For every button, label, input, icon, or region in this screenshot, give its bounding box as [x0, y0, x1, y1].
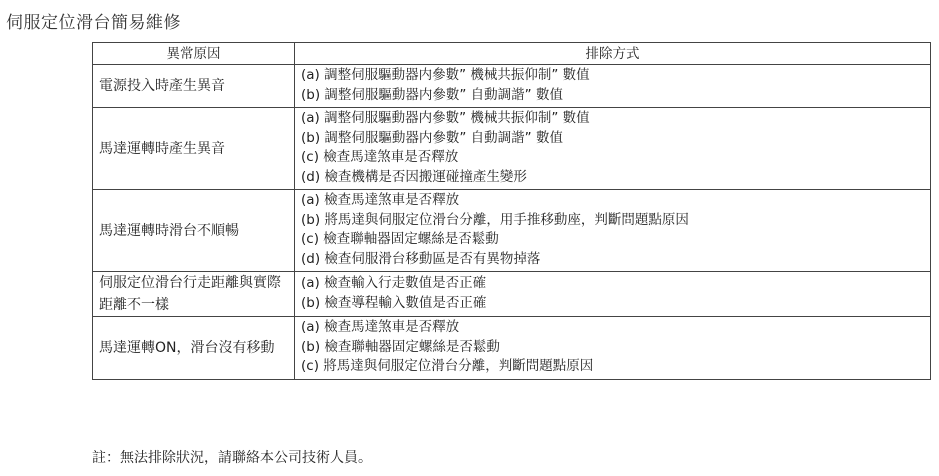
table-header-row: [93, 43, 931, 65]
method-item: (a) 調整伺服驅動器内參數” 機械共振仰制” 數值: [301, 67, 590, 83]
table-row: [93, 190, 931, 272]
table-row: [93, 65, 931, 108]
method-item: (c) 將馬達與伺服定位滑台分離，判斷問題點原因: [301, 358, 594, 374]
cause-cell: 馬達運轉時產生異音: [93, 108, 295, 190]
cause-cell: 馬達運轉時滑台不順暢: [93, 190, 295, 272]
method-item: (d) 檢查機構是否因搬運碰撞產生變形: [301, 168, 527, 185]
cause-cell: 電源投入時產生異音: [93, 65, 295, 108]
cause-cell: 馬達運轉ON，滑台沒有移動: [93, 317, 295, 380]
cause-cell: 伺服定位滑台行走距離與實際距離不一樣: [93, 272, 295, 317]
method-cell: [295, 190, 931, 272]
method-list: [301, 108, 930, 189]
method-list: [301, 190, 930, 271]
method-item: (b) 調整伺服驅動器内參數” 自動調諧” 數值: [301, 129, 563, 146]
page-title: 伺服定位滑台簡易維修: [6, 13, 181, 33]
table-row: [93, 317, 931, 380]
method-item: (a) 檢查馬達煞車是否釋放: [301, 192, 460, 208]
method-list: [301, 65, 930, 107]
method-list: [301, 273, 930, 315]
method-item: (b) 檢查導程輸入數值是否正確: [301, 294, 487, 311]
method-item: (c) 檢查馬達煞車是否釋放: [301, 149, 459, 165]
method-item: (a) 調整伺服驅動器内參數” 機械共振仰制” 數值: [301, 110, 590, 126]
method-cell: [295, 317, 931, 380]
method-cell: [295, 65, 931, 108]
troubleshooting-table: [92, 42, 931, 380]
method-item: (a) 檢查輸入行走數值是否正確: [301, 275, 487, 291]
method-item: (a) 檢查馬達煞車是否釋放: [301, 319, 460, 335]
table-row: [93, 108, 931, 190]
method-item: (c) 檢查聯軸器固定螺絲是否鬆動: [301, 231, 499, 247]
method-cell: [295, 108, 931, 190]
header-method: 排除方式: [295, 43, 931, 65]
table-row: [93, 272, 931, 317]
method-item: (b) 檢查聯軸器固定螺絲是否鬆動: [301, 338, 500, 355]
method-cell: [295, 272, 931, 317]
method-list: [301, 317, 930, 379]
method-item: (b) 調整伺服驅動器内參數” 自動調諧” 數值: [301, 86, 563, 103]
header-cause: 異常原因: [93, 43, 295, 65]
footnote: 註：無法排除狀況，請聯絡本公司技術人員。: [92, 450, 372, 466]
method-item: (b) 將馬達與伺服定位滑台分離，用手推移動座，判斷問題點原因: [301, 211, 689, 228]
method-item: (d) 檢查伺服滑台移動區是否有異物掉落: [301, 250, 541, 267]
